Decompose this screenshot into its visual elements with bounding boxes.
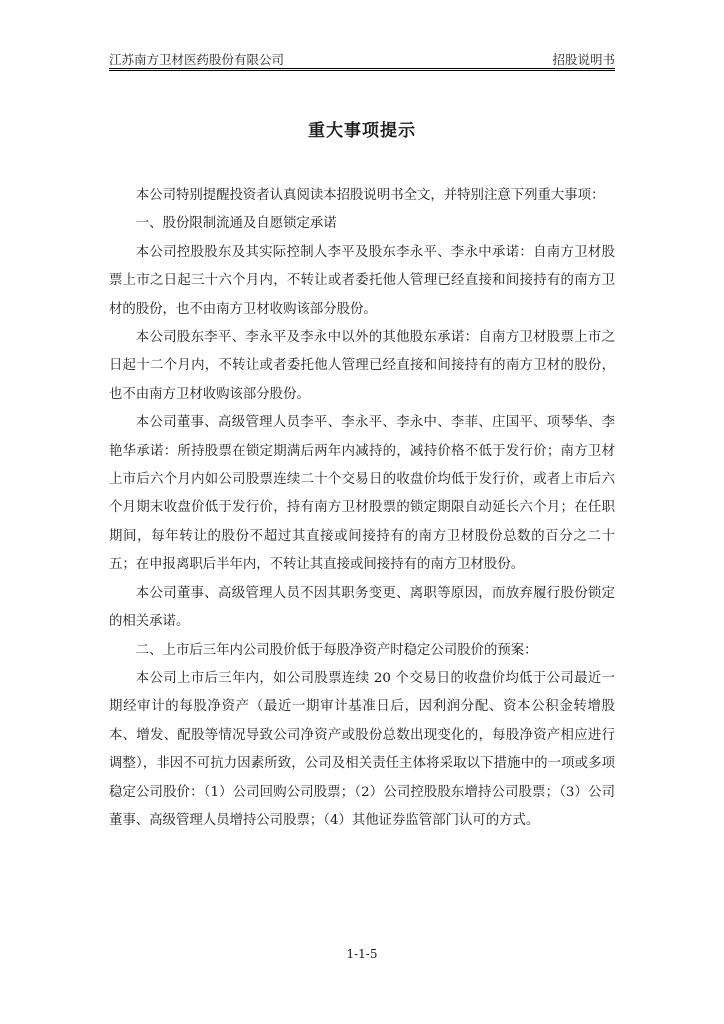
header-divider — [109, 68, 615, 71]
paragraph-controlling-shareholder: 本公司控股股东及其实际控制人李平及股东李永平、李永中承诺：自南方卫材股票上市之日起三十六个月内，不转让或者委托他人管理已经直接和间接持有的南方卫材的股份，也不由南方卫材收购该部分股份。 — [109, 244, 615, 317]
section-heading-stabilization: 二、上市后三年内公司股价低于每股净资产时稳定公司股价的预案： — [135, 642, 538, 658]
section-title: 重大事项提示 — [308, 121, 416, 141]
paragraph-other-shareholders: 本公司股东李平、李永平及李永中以外的其他股东承诺：自南方卫材股票上市之日起十二个月内，不转让或者委托他人管理已经直接和间接持有的南方卫材的股份，也不由南方卫材收购该部分股份。 — [109, 330, 615, 402]
body-text — [109, 182, 615, 835]
intro-paragraph: 本公司特别提醒投资者认真阅读本招股说明书全文，并特别注意下列重大事项： — [135, 188, 605, 203]
header-company-name: 江苏南方卫材医药股份有限公司 — [109, 52, 285, 67]
page-number: 1-1-5 — [346, 947, 378, 961]
page-header — [109, 50, 615, 70]
paragraph-stabilization-measures: 本公司上市后三年内，如公司股票连续 20 个交易日的收盘价均低于公司最近一期经审计的每股净资产（最近一期审计基准日后，因利润分配、资本公积金转增股本、增发、配股等情况导致公司净资产或股份总数出现变化的，每股净资产相应进行调整），非因不可抗力因素所致，公司及相关责任主体将采取以下措施中的一项或多项稳定公司股价：（1）公司回购公司股票；（2）公司控股股东增持公司股票；（3）公司董事、高级管理人员增持公司股票；（4）其他证券监管部门认可的方式。 — [109, 670, 615, 828]
header-document-type: 招股说明书 — [552, 52, 615, 67]
paragraph-directors-commitment: 本公司董事、高级管理人员李平、李永平、李永中、李菲、庄国平、项琴华、李艳华承诺：所持股票在锁定期满后两年内减持的，减持价格不低于发行价；南方卫材上市后六个月内如公司股票连续二十个交易日的收盘价均低于发行价，或者上市后六个月期末收盘价低于发行价，持有南方卫材股票的锁定期限自动延长六个月；在任职期间，每年转让的股份不超过其直接或间接持有的南方卫材股份总数的百分之二十五；在申报离职后半年内，不转让其直接或间接持有的南方卫材股份。 — [109, 415, 615, 573]
section-heading-lockup: 一、股份限制流通及自愿锁定承诺 — [135, 216, 337, 232]
paragraph-no-waiver: 本公司董事、高级管理人员不因其职务变更、离职等原因，而放弃履行股份锁定的相关承诺。 — [109, 585, 615, 630]
